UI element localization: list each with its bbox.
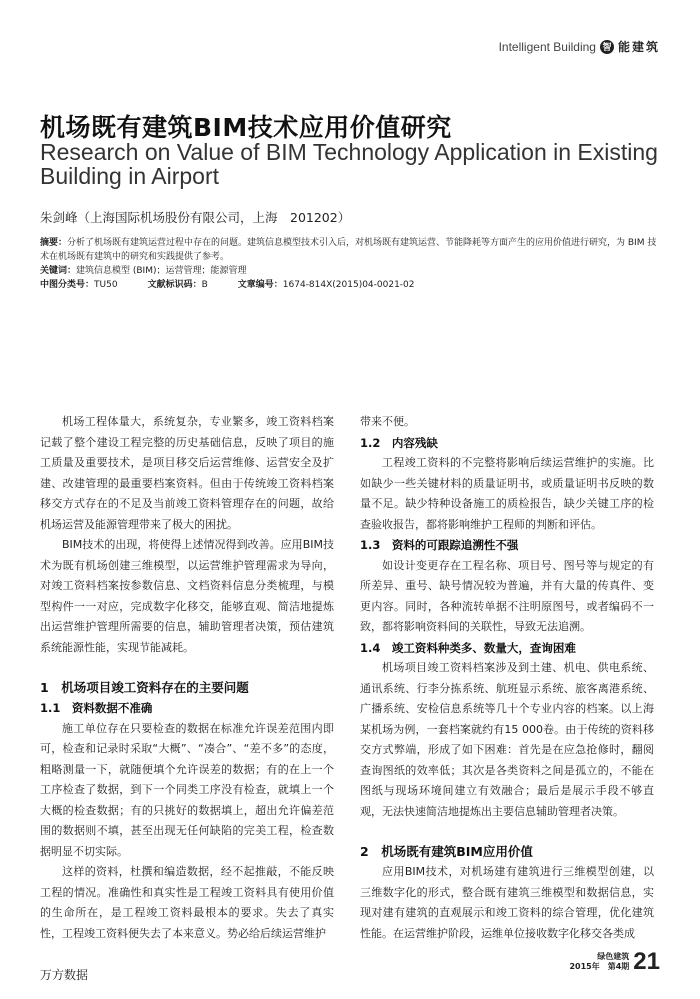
subsection-heading-1-3: 1.3 资料的可跟踪追溯性不强	[360, 538, 519, 552]
section-heading-1: 1 机场项目竣工资料存在的主要问题	[40, 680, 249, 695]
author-line: 朱剑峰（上海国际机场股份有限公司，上海 201202）	[40, 210, 351, 225]
abstract-paragraph	[40, 236, 665, 264]
doc-label: 文献标识码：	[147, 280, 202, 290]
class-value: TU50	[94, 280, 118, 290]
body-column-left	[40, 412, 334, 944]
title-chinese: 机场既有建筑BIM技术应用价值研究	[40, 113, 452, 142]
body-paragraph: 施工单位存在只要检查的数据在标准允许误差范围内即可，检查和记录时采取“大概”、“凑合”、“差不多”的态度，粗略测量一下，就随便填个允许误差的数据；有的在上一个工序检查了数据，到下一个同类工序没有检查，就填上一个大概的检查数据；有的只挑好的数据填上，超出允许偏差范围的数据则不填，甚至出现无任何缺陷的完美工程，检查数据明显不切实际。	[40, 721, 334, 858]
body-paragraph: 工程竣工资料的不完整将影响后续运营维护的实施。比如缺少一些关键材料的质量证明书，或质量证明书反映的数量不足。缺少特种设备施工的质检报告，缺少关键工序的检查验收报告，都将影响维护工程师的判断和评估。	[360, 456, 654, 531]
header-chinese: 能建筑	[617, 40, 660, 54]
doc-code	[148, 278, 208, 292]
keywords-text: 建筑信息模型 (BIM)；运营管理；能源管理	[76, 266, 247, 276]
abstract-label: 摘要：	[40, 238, 68, 248]
database-watermark: 万方数据	[40, 968, 89, 982]
body-paragraph: 机场工程体量大，系统复杂，专业繁多，竣工资料档案记载了整个建设工程完整的历史基础信息，反映了项目的施工质量及重要技术，是项目移交后运营维修、运营安全及扩建、改建管理的最重要档案资料。但由于传统竣工资料档案移交方式存在的不足及当前竣工资料管理存在的问题，故给机场运营及能源管理带来了极大的困扰。	[40, 415, 334, 531]
class-label: 中图分类号：	[40, 280, 95, 290]
abstract-block	[40, 236, 665, 292]
page-number: 21	[633, 948, 660, 975]
section-heading-2: 2 机场既有建筑BIM应用价值	[360, 844, 533, 859]
body-paragraph: 如设计变更存在工程名称、项目号、图号等与规定的有所差异、重号、缺号情况较为普遍，并有大量的传真件、变更内容。同时，各种流转单据不注明原图号，或者编码不一致，都将影响资料间的关联性，导致无法追溯。	[360, 558, 654, 633]
article-value: 1674-814X(2015)04-0021-02	[282, 280, 415, 290]
body-paragraph: 带来不便。	[360, 415, 415, 428]
running-header	[499, 38, 660, 55]
classification-row	[40, 278, 665, 292]
article-number	[238, 278, 415, 292]
publication-info	[569, 952, 629, 972]
title-english: Research on Value of BIM Technology Application in Existing Building in Airport	[40, 139, 658, 189]
publication-name: 绿色建筑	[597, 952, 630, 961]
body-paragraph: BIM技术的出现，将使得上述情况得到改善。应用BIM技术为既有机场创建三维模型，以运营维护管理需求为导向，对竣工资料档案按参数信息、文档资料信息分类梳理，与模型构件一一对应，完成数字化移交，能够直观、简洁地提炼出运营维护管理所需要的信息，辅助管理者决策，预估建筑系统能源性能，实现节能减耗。	[40, 538, 334, 654]
publication-issue: 2015年 第4期	[569, 962, 630, 971]
abstract-text: 分析了机场既有建筑运营过程中存在的问题。建筑信息模型技术引入后，对机场既有建筑运营、节能降耗等方面产生的应用价值进行研究，为 BIM 技术在机场既有建筑中的研究和实践提供了参考。	[40, 238, 657, 262]
subsection-heading-1-1: 1.1 资料数据不准确	[40, 701, 153, 715]
journal-logo-icon: 智	[600, 40, 614, 54]
body-paragraph: 应用BIM技术，对机场建有建筑进行三维模型创建，以三维数字化的形式，整合既有建筑三维模型和数据信息，实现对建有建筑的直观展示和竣工资料的综合管理，优化建筑性能。在运营维护阶段，运维单位接收数字化移交各类成	[360, 865, 654, 940]
subsection-heading-1-2: 1.2 内容残缺	[360, 435, 438, 450]
keywords-label: 关键词：	[40, 266, 77, 276]
keywords-line	[40, 264, 665, 278]
header-english: Intelligent Building	[498, 39, 596, 54]
doc-value: B	[201, 280, 208, 290]
page-footer	[569, 948, 660, 976]
article-label: 文章编号：	[237, 280, 283, 290]
body-column-right	[360, 412, 654, 944]
class-number	[40, 278, 118, 292]
subsection-heading-1-4: 1.4 竣工资料种类多、数量大，查询困难	[360, 640, 576, 655]
body-paragraph: 这样的资料，杜撰和编造数据，经不起推敲，不能反映工程的情况。准确性和真实性是工程竣工资料具有使用价值的生命所在，是工程竣工资料最根本的要求。失去了真实性，工程竣工资料便失去了本来意义。势必给后续运营维护	[40, 865, 334, 940]
body-paragraph: 机场项目竣工资料档案涉及到土建、机电、供电系统、通讯系统、行李分拣系统、航班显示系统、旅客离港系统、广播系统、安检信息系统等几十个专业内容的档案。以上海某机场为例，一套档案就约有15 000卷。由于传统的资料移交方式弊端，形成了如下困难：首先是在应急抢修时，翻阅查询图纸的效率低；其次是各类资料之间是孤立的，不能在图纸与现场环境间建立有效融合；最后是展示手段不够直观，无法快速简洁地提炼出主要信息辅助管理者决策。	[360, 661, 654, 818]
